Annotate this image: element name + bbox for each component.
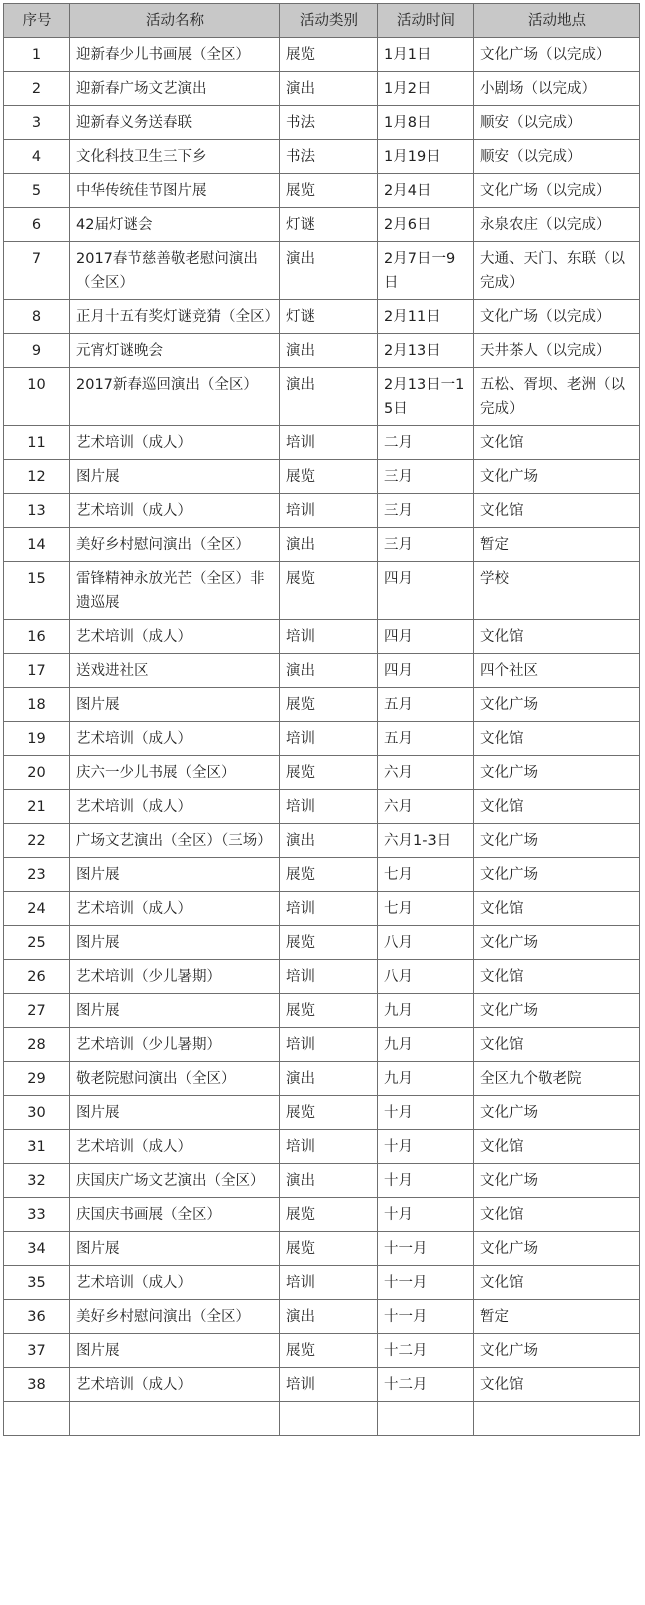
cell-time: 1月1日 <box>378 38 474 72</box>
cell-type: 展览 <box>280 1334 378 1368</box>
cell-no: 31 <box>4 1130 70 1164</box>
table-row <box>4 72 640 106</box>
cell-time: 十一月 <box>378 1300 474 1334</box>
cell-type: 展览 <box>280 1198 378 1232</box>
cell-time: 九月 <box>378 1028 474 1062</box>
cell-no: 8 <box>4 300 70 334</box>
table-row <box>4 300 640 334</box>
cell-time: 十月 <box>378 1198 474 1232</box>
cell-time: 十月 <box>378 1096 474 1130</box>
cell-time: 七月 <box>378 858 474 892</box>
cell-type: 书法 <box>280 106 378 140</box>
cell-no: 21 <box>4 790 70 824</box>
cell-place: 文化馆 <box>474 494 640 528</box>
cell-no: 37 <box>4 1334 70 1368</box>
cell-no: 4 <box>4 140 70 174</box>
cell-name: 艺术培训（少儿暑期） <box>70 1028 280 1062</box>
cell-empty <box>280 1402 378 1436</box>
cell-name: 图片展 <box>70 926 280 960</box>
table-row <box>4 106 640 140</box>
cell-type: 演出 <box>280 334 378 368</box>
cell-place: 文化馆 <box>474 426 640 460</box>
cell-place: 天井茶人（以完成） <box>474 334 640 368</box>
cell-type: 灯谜 <box>280 208 378 242</box>
cell-time: 九月 <box>378 1062 474 1096</box>
cell-type: 演出 <box>280 1300 378 1334</box>
cell-time: 六月 <box>378 756 474 790</box>
cell-time: 三月 <box>378 528 474 562</box>
table-row <box>4 1368 640 1402</box>
cell-time: 四月 <box>378 654 474 688</box>
table-row <box>4 620 640 654</box>
cell-place: 学校 <box>474 562 640 620</box>
cell-type: 展览 <box>280 756 378 790</box>
cell-no: 11 <box>4 426 70 460</box>
cell-time: 三月 <box>378 494 474 528</box>
cell-place: 全区九个敬老院 <box>474 1062 640 1096</box>
cell-name: 艺术培训（成人） <box>70 620 280 654</box>
cell-no: 7 <box>4 242 70 300</box>
cell-no: 10 <box>4 368 70 426</box>
table-row <box>4 1164 640 1198</box>
cell-name: 送戏进社区 <box>70 654 280 688</box>
cell-place: 文化广场 <box>474 994 640 1028</box>
cell-name: 图片展 <box>70 460 280 494</box>
cell-name: 迎新春义务送春联 <box>70 106 280 140</box>
cell-no: 20 <box>4 756 70 790</box>
cell-type: 演出 <box>280 654 378 688</box>
cell-type: 展览 <box>280 1096 378 1130</box>
table-row <box>4 38 640 72</box>
cell-name: 元宵灯谜晚会 <box>70 334 280 368</box>
cell-type: 演出 <box>280 1062 378 1096</box>
cell-time: 2月13日一15日 <box>378 368 474 426</box>
cell-time: 1月19日 <box>378 140 474 174</box>
table-row <box>4 688 640 722</box>
table-row <box>4 1334 640 1368</box>
cell-place: 文化广场 <box>474 858 640 892</box>
cell-no: 36 <box>4 1300 70 1334</box>
table-header-row <box>4 4 640 38</box>
cell-type: 演出 <box>280 824 378 858</box>
cell-place: 五松、胥坝、老洲（以完成） <box>474 368 640 426</box>
cell-place: 文化馆 <box>474 1028 640 1062</box>
cell-type: 演出 <box>280 72 378 106</box>
cell-no: 25 <box>4 926 70 960</box>
cell-time: 十二月 <box>378 1368 474 1402</box>
cell-type: 培训 <box>280 960 378 994</box>
cell-name: 艺术培训（成人） <box>70 722 280 756</box>
cell-place: 文化广场 <box>474 1096 640 1130</box>
cell-time: 五月 <box>378 688 474 722</box>
cell-type: 展览 <box>280 460 378 494</box>
cell-no: 2 <box>4 72 70 106</box>
cell-time: 十一月 <box>378 1266 474 1300</box>
cell-time: 2月11日 <box>378 300 474 334</box>
cell-place: 文化广场 <box>474 460 640 494</box>
table-row <box>4 1198 640 1232</box>
cell-time: 2月13日 <box>378 334 474 368</box>
cell-time: 二月 <box>378 426 474 460</box>
cell-type: 展览 <box>280 174 378 208</box>
cell-no: 22 <box>4 824 70 858</box>
table-row <box>4 242 640 300</box>
cell-place: 文化广场 <box>474 1232 640 1266</box>
cell-place: 文化广场（以完成） <box>474 300 640 334</box>
table-row <box>4 824 640 858</box>
cell-time: 十月 <box>378 1130 474 1164</box>
cell-no: 38 <box>4 1368 70 1402</box>
cell-time: 五月 <box>378 722 474 756</box>
cell-type: 展览 <box>280 994 378 1028</box>
cell-place: 文化馆 <box>474 620 640 654</box>
header-place: 活动地点 <box>474 4 640 38</box>
table-row <box>4 208 640 242</box>
cell-type: 培训 <box>280 722 378 756</box>
cell-name: 广场文艺演出（全区）（三场） <box>70 824 280 858</box>
cell-type: 培训 <box>280 1028 378 1062</box>
cell-name: 艺术培训（成人） <box>70 494 280 528</box>
cell-no: 16 <box>4 620 70 654</box>
cell-place: 小剧场（以完成） <box>474 72 640 106</box>
cell-name: 迎新春广场文艺演出 <box>70 72 280 106</box>
cell-place: 暂定 <box>474 528 640 562</box>
cell-place: 永泉农庄（以完成） <box>474 208 640 242</box>
cell-time: 八月 <box>378 926 474 960</box>
cell-no: 24 <box>4 892 70 926</box>
cell-name: 庆六一少儿书展（全区） <box>70 756 280 790</box>
table-row <box>4 994 640 1028</box>
table-row <box>4 1130 640 1164</box>
cell-type: 演出 <box>280 242 378 300</box>
cell-no: 35 <box>4 1266 70 1300</box>
cell-time: 九月 <box>378 994 474 1028</box>
cell-name: 艺术培训（成人） <box>70 790 280 824</box>
cell-no: 27 <box>4 994 70 1028</box>
cell-place: 大通、天门、东联（以完成） <box>474 242 640 300</box>
cell-no: 3 <box>4 106 70 140</box>
table-row <box>4 140 640 174</box>
cell-no: 26 <box>4 960 70 994</box>
cell-type: 灯谜 <box>280 300 378 334</box>
cell-time: 四月 <box>378 620 474 654</box>
cell-place: 文化馆 <box>474 790 640 824</box>
cell-time: 八月 <box>378 960 474 994</box>
cell-time: 1月2日 <box>378 72 474 106</box>
table-row <box>4 460 640 494</box>
cell-name: 庆国庆广场文艺演出（全区） <box>70 1164 280 1198</box>
cell-place: 文化馆 <box>474 1130 640 1164</box>
cell-no: 30 <box>4 1096 70 1130</box>
cell-type: 培训 <box>280 790 378 824</box>
cell-type: 培训 <box>280 1368 378 1402</box>
cell-no: 5 <box>4 174 70 208</box>
table-row <box>4 368 640 426</box>
cell-place: 文化广场 <box>474 824 640 858</box>
table-row <box>4 892 640 926</box>
cell-type: 展览 <box>280 688 378 722</box>
cell-place: 文化馆 <box>474 1198 640 1232</box>
cell-type: 培训 <box>280 1266 378 1300</box>
cell-time: 十二月 <box>378 1334 474 1368</box>
table-row <box>4 654 640 688</box>
cell-name: 图片展 <box>70 858 280 892</box>
header-time: 活动时间 <box>378 4 474 38</box>
cell-no: 17 <box>4 654 70 688</box>
cell-time: 1月8日 <box>378 106 474 140</box>
activity-table <box>3 3 640 1436</box>
table-row <box>4 562 640 620</box>
cell-type: 演出 <box>280 528 378 562</box>
cell-name: 文化科技卫生三下乡 <box>70 140 280 174</box>
cell-place: 文化广场（以完成） <box>474 174 640 208</box>
cell-name: 艺术培训（成人） <box>70 1368 280 1402</box>
table-body <box>4 38 640 1436</box>
cell-no: 9 <box>4 334 70 368</box>
cell-no: 33 <box>4 1198 70 1232</box>
header-no: 序号 <box>4 4 70 38</box>
table-row <box>4 790 640 824</box>
cell-name: 图片展 <box>70 1334 280 1368</box>
table-row <box>4 756 640 790</box>
cell-time: 2月6日 <box>378 208 474 242</box>
cell-place: 文化馆 <box>474 892 640 926</box>
cell-empty <box>474 1402 640 1436</box>
cell-no: 18 <box>4 688 70 722</box>
cell-name: 2017春节慈善敬老慰问演出（全区） <box>70 242 280 300</box>
cell-place: 文化馆 <box>474 1266 640 1300</box>
cell-name: 艺术培训（成人） <box>70 426 280 460</box>
cell-no: 28 <box>4 1028 70 1062</box>
table-row <box>4 528 640 562</box>
cell-place: 文化广场 <box>474 756 640 790</box>
cell-empty <box>378 1402 474 1436</box>
table-row <box>4 494 640 528</box>
cell-no: 32 <box>4 1164 70 1198</box>
table-row <box>4 1096 640 1130</box>
cell-name: 2017新春巡回演出（全区） <box>70 368 280 426</box>
cell-place: 文化馆 <box>474 1368 640 1402</box>
cell-no: 13 <box>4 494 70 528</box>
cell-name: 图片展 <box>70 1096 280 1130</box>
cell-place: 文化广场 <box>474 926 640 960</box>
cell-time: 十月 <box>378 1164 474 1198</box>
cell-name: 42届灯谜会 <box>70 208 280 242</box>
cell-no: 15 <box>4 562 70 620</box>
cell-type: 培训 <box>280 892 378 926</box>
cell-type: 展览 <box>280 38 378 72</box>
cell-place: 文化馆 <box>474 960 640 994</box>
cell-name: 雷锋精神永放光芒（全区）非遗巡展 <box>70 562 280 620</box>
cell-type: 培训 <box>280 426 378 460</box>
cell-no: 12 <box>4 460 70 494</box>
cell-name: 正月十五有奖灯谜竞猜（全区） <box>70 300 280 334</box>
cell-type: 书法 <box>280 140 378 174</box>
cell-type: 演出 <box>280 368 378 426</box>
cell-time: 十一月 <box>378 1232 474 1266</box>
header-type: 活动类别 <box>280 4 378 38</box>
cell-name: 庆国庆书画展（全区） <box>70 1198 280 1232</box>
cell-place: 文化广场 <box>474 1334 640 1368</box>
cell-no: 23 <box>4 858 70 892</box>
cell-name: 美好乡村慰问演出（全区） <box>70 528 280 562</box>
cell-no: 34 <box>4 1232 70 1266</box>
cell-name: 艺术培训（成人） <box>70 1130 280 1164</box>
cell-name: 艺术培训（成人） <box>70 1266 280 1300</box>
cell-no: 1 <box>4 38 70 72</box>
table-row <box>4 1062 640 1096</box>
cell-place: 顺安（以完成） <box>474 106 640 140</box>
cell-type: 培训 <box>280 1130 378 1164</box>
cell-name: 中华传统佳节图片展 <box>70 174 280 208</box>
cell-empty <box>70 1402 280 1436</box>
cell-place: 文化馆 <box>474 722 640 756</box>
cell-name: 美好乡村慰问演出（全区） <box>70 1300 280 1334</box>
cell-type: 演出 <box>280 1164 378 1198</box>
cell-name: 艺术培训（少儿暑期） <box>70 960 280 994</box>
table-row-empty <box>4 1402 640 1436</box>
cell-time: 三月 <box>378 460 474 494</box>
cell-no: 6 <box>4 208 70 242</box>
cell-type: 展览 <box>280 562 378 620</box>
cell-type: 培训 <box>280 620 378 654</box>
table-row <box>4 858 640 892</box>
table-row <box>4 1300 640 1334</box>
table-row <box>4 174 640 208</box>
cell-name: 图片展 <box>70 1232 280 1266</box>
table-row <box>4 334 640 368</box>
cell-type: 展览 <box>280 1232 378 1266</box>
table-row <box>4 926 640 960</box>
cell-time: 2月7日一9日 <box>378 242 474 300</box>
cell-empty <box>4 1402 70 1436</box>
cell-time: 六月 <box>378 790 474 824</box>
cell-time: 六月1-3日 <box>378 824 474 858</box>
cell-name: 艺术培训（成人） <box>70 892 280 926</box>
cell-type: 展览 <box>280 926 378 960</box>
cell-place: 顺安（以完成） <box>474 140 640 174</box>
cell-no: 14 <box>4 528 70 562</box>
cell-place: 文化广场（以完成） <box>474 38 640 72</box>
table-row <box>4 960 640 994</box>
activity-schedule <box>3 3 639 1436</box>
cell-no: 19 <box>4 722 70 756</box>
cell-place: 暂定 <box>474 1300 640 1334</box>
cell-name: 图片展 <box>70 688 280 722</box>
table-row <box>4 1028 640 1062</box>
cell-name: 图片展 <box>70 994 280 1028</box>
cell-time: 四月 <box>378 562 474 620</box>
cell-time: 七月 <box>378 892 474 926</box>
cell-time: 2月4日 <box>378 174 474 208</box>
table-row <box>4 426 640 460</box>
cell-type: 培训 <box>280 494 378 528</box>
cell-place: 文化广场 <box>474 688 640 722</box>
table-row <box>4 1232 640 1266</box>
cell-no: 29 <box>4 1062 70 1096</box>
table-row <box>4 1266 640 1300</box>
cell-type: 展览 <box>280 858 378 892</box>
cell-place: 文化广场 <box>474 1164 640 1198</box>
table-row <box>4 722 640 756</box>
header-name: 活动名称 <box>70 4 280 38</box>
cell-place: 四个社区 <box>474 654 640 688</box>
cell-name: 迎新春少儿书画展（全区） <box>70 38 280 72</box>
cell-name: 敬老院慰问演出（全区） <box>70 1062 280 1096</box>
